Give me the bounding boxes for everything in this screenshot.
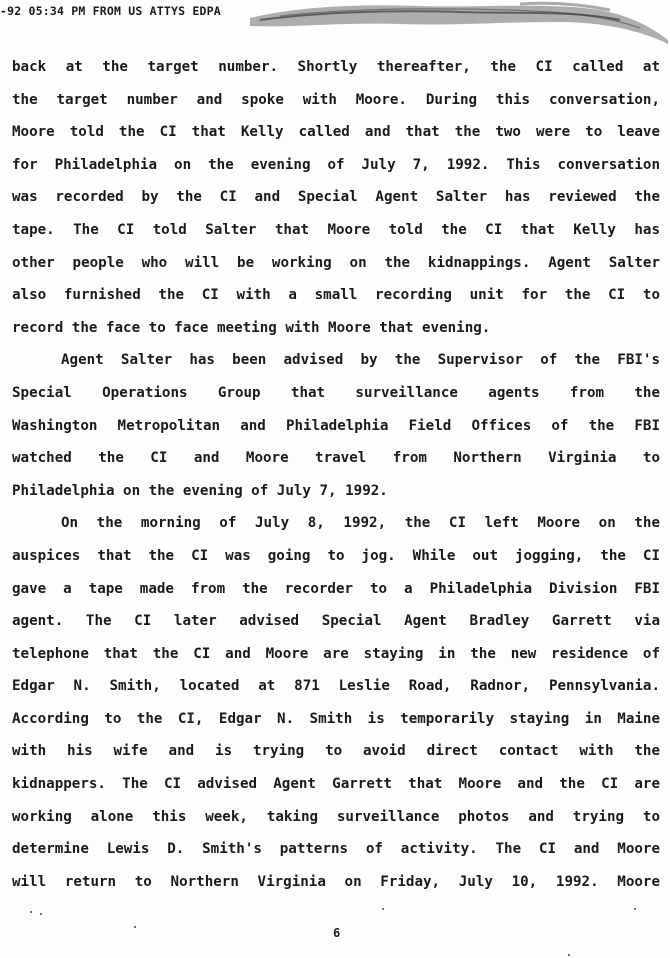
text-line: determine Lewis D. Smith's patterns of activity. The CI and Moore: [12, 841, 660, 858]
scan-speck: [634, 908, 636, 910]
text-line: the target number and spoke with Moore. During this conversation,: [12, 91, 660, 108]
fax-header: -92 05:34 PM FROM US ATTYS EDPA: [0, 4, 221, 18]
text-line: According to the CI, Edgar N. Smith is temporarily staying in Maine: [12, 710, 660, 727]
scan-speck: [382, 908, 384, 910]
text-line: record the face to face meeting with Moore that evening.: [12, 319, 491, 336]
text-line: will return to Northern Virginia on Friday, July 10, 1992. Moore: [12, 873, 660, 890]
text-line: other people who will be working on the kidnappings. Agent Salter: [12, 254, 660, 271]
paragraph: [12, 51, 660, 344]
text-line: Edgar N. Smith, located at 871 Leslie Road, Radnor, Pennsylvania.: [12, 678, 660, 695]
text-line: telephone that the CI and Moore are staying in the new residence of: [12, 645, 660, 662]
text-line: Washington Metropolitan and Philadelphia Field Offices of the FBI: [12, 417, 660, 434]
text-line: for Philadelphia on the evening of July 7, 1992. This conversation: [12, 156, 660, 173]
page-number: 6: [333, 926, 341, 940]
scan-speck: [30, 911, 32, 913]
body-text: [12, 51, 660, 898]
paragraph: [12, 344, 660, 507]
text-line: Moore told the CI that Kelly called and that the two were to leave: [12, 124, 660, 141]
scan-speck: [134, 926, 136, 928]
text-line: agent. The CI later advised Special Agent Bradley Garrett via: [12, 613, 660, 630]
text-line: On the morning of July 8, 1992, the CI left Moore on the: [61, 515, 660, 532]
scan-speck: [568, 954, 570, 956]
text-line: kidnappers. The CI advised Agent Garrett that Moore and the CI are: [12, 776, 660, 793]
text-line: tape. The CI told Salter that Moore told the CI that Kelly has: [12, 221, 660, 238]
text-line: gave a tape made from the recorder to a Philadelphia Division FBI: [12, 580, 660, 597]
text-line: was recorded by the CI and Special Agent Salter has reviewed the: [12, 189, 660, 206]
text-line: working alone this week, taking surveillance photos and trying to: [12, 808, 660, 825]
text-line: Philadelphia on the evening of July 7, 1992.: [12, 482, 388, 499]
text-line: Agent Salter has been advised by the Supervisor of the FBI's: [61, 352, 660, 369]
text-line: back at the target number. Shortly thereafter, the CI called at: [12, 59, 660, 75]
text-line: auspices that the CI was going to jog. While out jogging, the CI: [12, 547, 660, 564]
text-line: Special Operations Group that surveillance agents from the: [12, 384, 660, 401]
text-line: watched the CI and Moore travel from Northern Virginia to: [12, 450, 660, 467]
fax-smudge-artifact: [220, 0, 670, 46]
paragraph: [12, 507, 660, 898]
text-line: with his wife and is trying to avoid direct contact with the: [12, 743, 660, 760]
scan-speck: [40, 913, 42, 915]
text-line: also furnished the CI with a small recording unit for the CI to: [12, 287, 660, 304]
